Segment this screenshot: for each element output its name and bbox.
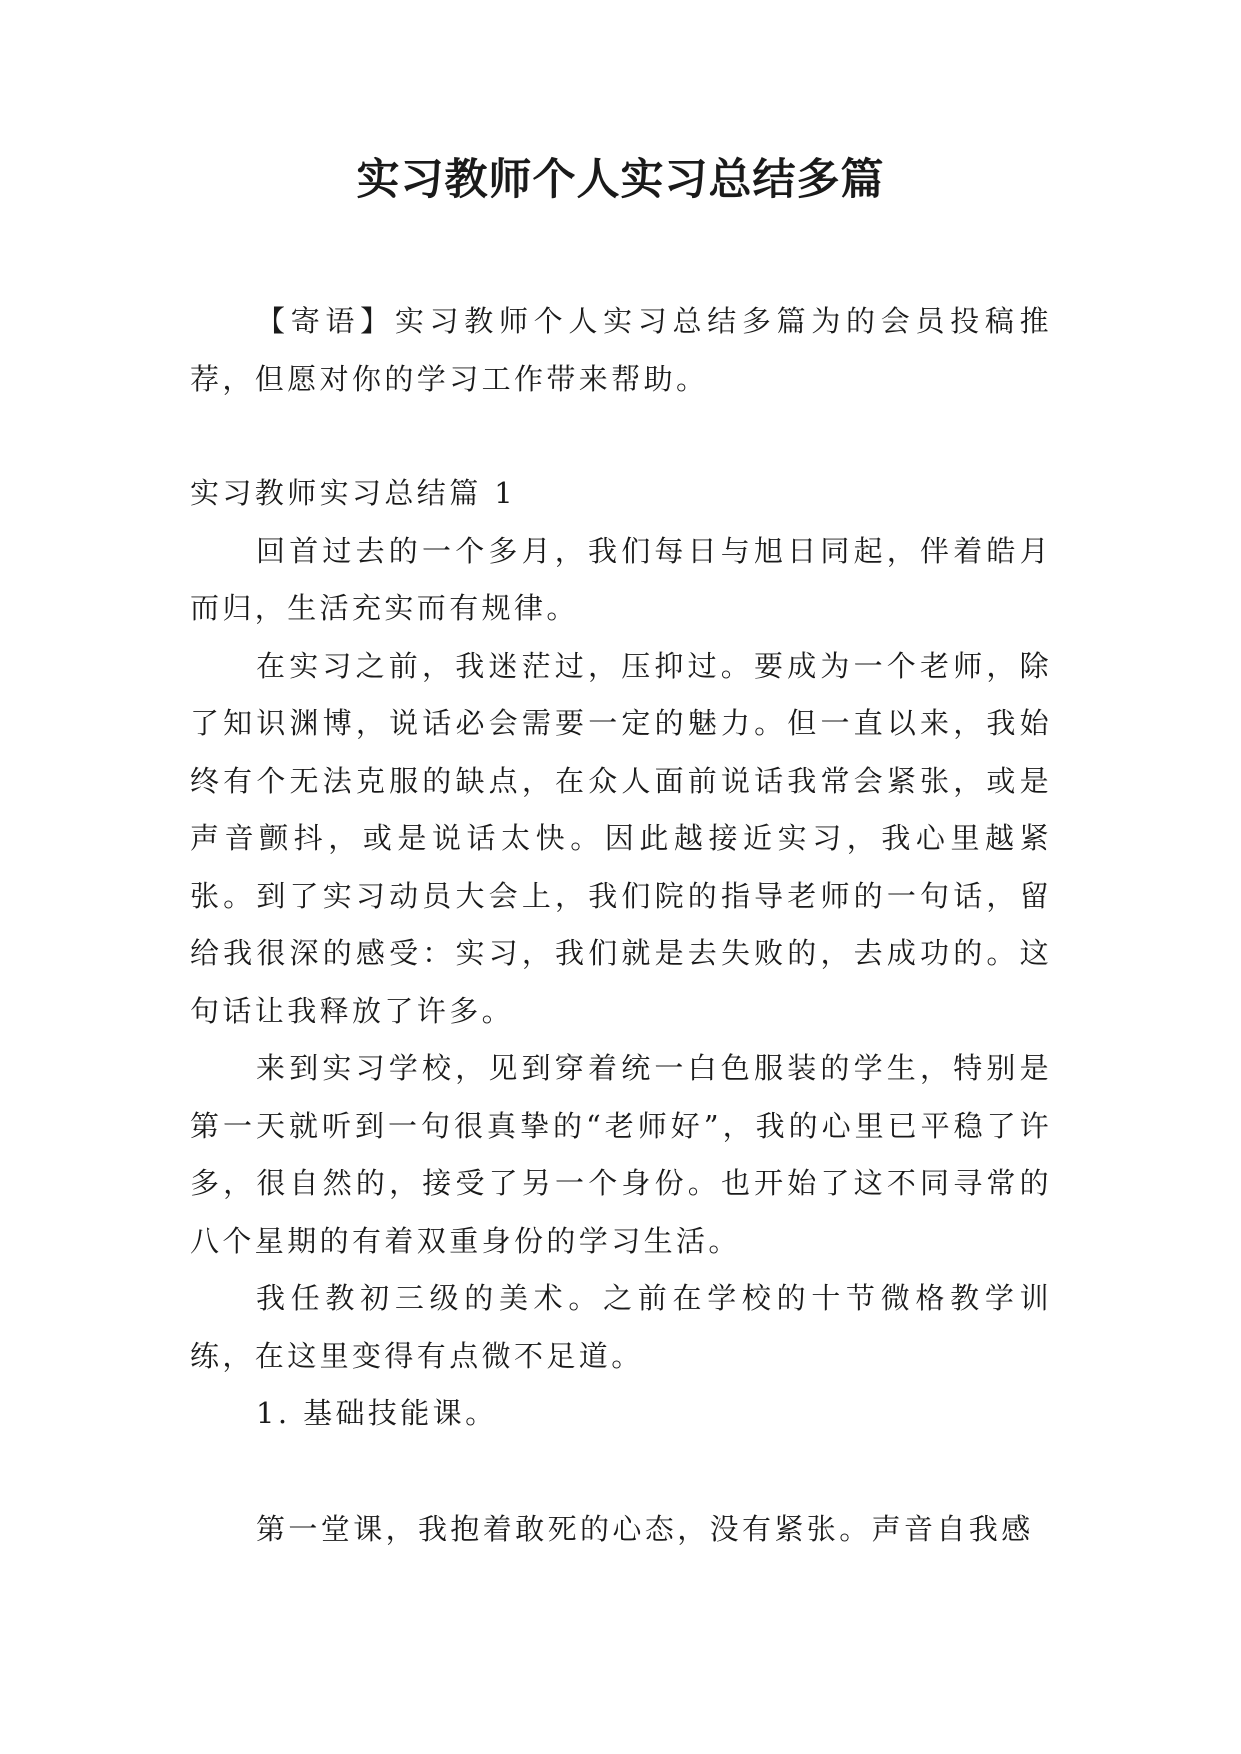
document-body	[190, 293, 1052, 1558]
body-paragraph: 回首过去的一个多月，我们每日与旭日同起，伴着皓月而归，生活充实而有规律。	[190, 533, 1052, 625]
section-heading: 实习教师实习总结篇 1	[190, 476, 517, 510]
document-title: 实习教师个人实习总结多篇	[356, 155, 885, 205]
spacer	[190, 408, 1052, 465]
intro-paragraph: 【寄语】实习教师个人实习总结多篇为的会员投稿推荐，但愿对你的学习工作带来帮助。	[190, 304, 1052, 396]
body-paragraph: 第一堂课，我抱着敢死的心态，没有紧张。声音自我感	[256, 1511, 1034, 1546]
body-paragraph: 在实习之前，我迷茫过，压抑过。要成为一个老师，除了知识渊博，说话必会需要一定的魅力。但一直以来，我始终有个无法克服的缺点，在众人面前说话我常会紧张，或是声音颤抖，或是说话太快。因此越接近实习，我心里越紧张。到了实习动员大会上，我们院的指导老师的一句话，留给我很深的感受：实习，我们就是去失败的，去成功的。这句话让我释放了许多。	[190, 648, 1052, 1028]
spacer	[190, 1443, 1052, 1501]
list-item: 1. 基础技能课。	[256, 1396, 498, 1430]
body-paragraph: 我任教初三级的美术。之前在学校的十节微格教学训练，在这里变得有点微不足道。	[190, 1281, 1052, 1373]
body-paragraph: 来到实习学校，见到穿着统一白色服装的学生，特别是第一天就听到一句很真挚的“老师好”，我的心里已平稳了许多，很自然的，接受了另一个身份。也开始了这不同寻常的八个星期的有着双重身份的学习生活。	[190, 1051, 1052, 1258]
